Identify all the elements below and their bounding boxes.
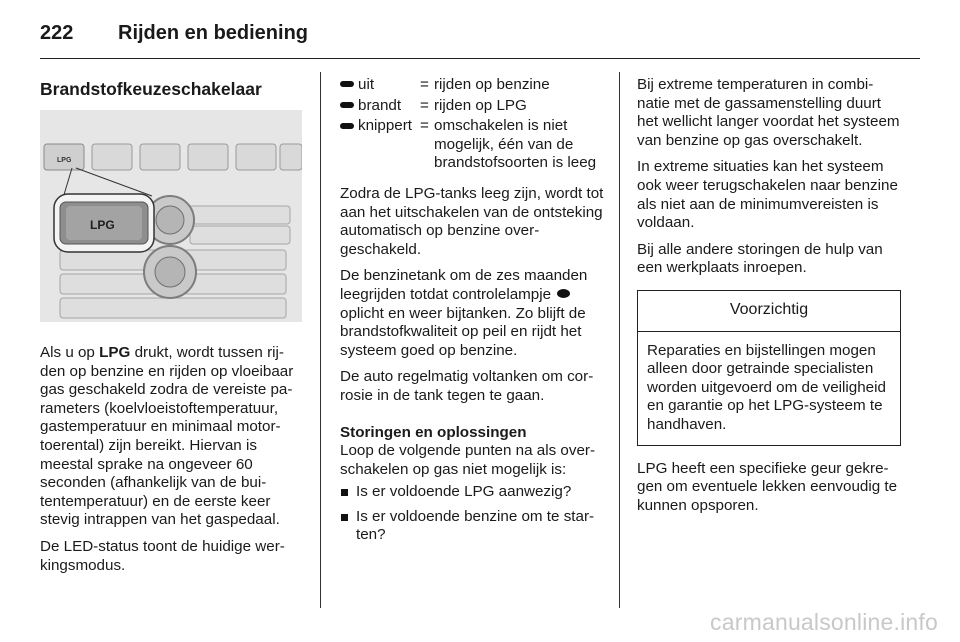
subheading: Storingen en oplossingen (340, 423, 527, 441)
page-header (40, 14, 920, 59)
dashboard-figure (40, 110, 302, 322)
led-icon (340, 123, 354, 129)
col2-paragraph-1: Zodra de LPG-tanks leeg zijn, wordt tot aan het uitschakelen van de ontsteking automatisch op benzine overgeschakeld. (340, 184, 604, 258)
col1-paragraph-2: De LED-status toont de huidige werkingsmodus. (40, 537, 285, 574)
column-2 (340, 76, 604, 551)
col3-paragraph-3: Bij alle andere storingen de hulp van een werkplaats inroepen. (637, 240, 883, 277)
page-number: 222 (40, 22, 74, 44)
led-icon (340, 81, 354, 87)
led-icon (340, 102, 354, 108)
col2-paragraph-3: De auto regelmatig voltanken om corrosie in de tank tegen te gaan. (340, 368, 594, 404)
column-3 (637, 76, 901, 523)
col2-paragraph-4: Loop de volgende punten na als overschakelen op gas niet mogelijk is: (340, 442, 596, 478)
lpg-term: LPG (99, 344, 131, 361)
led-status-table (340, 76, 604, 175)
col1-paragraph-1: Als u op LPG drukt, wordt tussen rijden op benzine en rijden op vloeibaar gas geschakeld zodra de vereiste parameters (koelvloeistoftemperatuur, gastemperatuur en minimaal motortoerental) zijn bereikt. Hiervan is meestal sprake na ongeveer 60 seconden (afhankelijk van de buitentemperatuur) en de eerste keer stevig intrappen van het gaspedaal. (40, 344, 294, 529)
chapter-title: Rijden en bediening (118, 22, 309, 44)
led-state-row: knippert = omschakelen is niet mogelijk, één van de brandstofsoorten is leeg (340, 117, 604, 175)
led-state-row: brandt = rijden op LPG (340, 97, 604, 118)
column-divider-1 (320, 72, 321, 608)
led-state-row: uit = rijden op benzine (340, 76, 604, 97)
list-item: Is er voldoende benzine om te starten? (340, 508, 604, 545)
watermark: carmanualsonline.info (710, 609, 938, 635)
column-1 (40, 76, 304, 583)
caution-title: Voorzichtig (638, 291, 900, 332)
dashboard-illustration (40, 110, 302, 322)
col2-paragraph-2: De benzinetank om de zes maanden leegrijden totdat controlelampje oplicht en weer bijtanken. Zo blijft de brandstofkwaliteit op peil en rijdt het systeem goed op benzine. (340, 267, 588, 359)
col3-paragraph-1: Bij extreme temperaturen in combinatie met de gassamenstelling duurt het wellicht langer voordat het systeem van benzine op gas overschakelt. (637, 76, 900, 149)
lpg-button-small-label: LPG (57, 157, 72, 164)
warning-lamp-icon (557, 289, 570, 298)
caution-body: Reparaties en bijstellingen mogen alleen door getrainde specialisten worden uitgevoerd om de veiligheid en garantie op het LPG-systeem te handhaven. (647, 341, 886, 433)
list-item: Is er voldoende LPG aanwezig? (340, 483, 604, 502)
checklist (340, 483, 604, 545)
caution-box (637, 290, 901, 446)
col3-paragraph-4: LPG heeft een specifieke geur gekregen om eventuele lekken eenvoudig te kunnen opsporen. (637, 459, 898, 514)
section-title: Brandstofkeuzeschakelaar (40, 79, 262, 99)
col3-paragraph-2: In extreme situaties kan het systeem ook weer terugschakelen naar benzine als niet aan de minimumvereisten is voldaan. (637, 158, 898, 232)
lpg-button-large-label: LPG (90, 218, 115, 232)
column-divider-2 (619, 72, 620, 608)
